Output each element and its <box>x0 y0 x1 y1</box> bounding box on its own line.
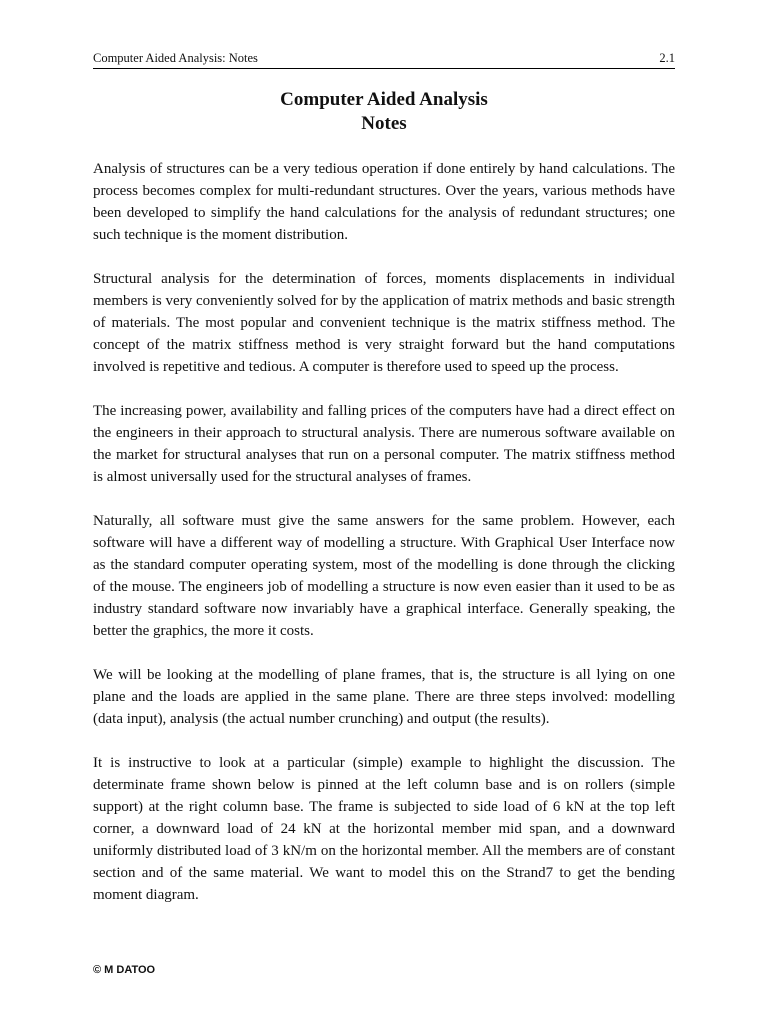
paragraph: It is instructive to look at a particular (simple) example to highlight the discussion. The determinate frame shown below is pinned at the left column base and is on rollers (simple support) at the right column base. The frame is subjected to side load of 6 kN at the top left corner, a downward load of 24 kN at the horizontal member mid span, and a downward uniformly distributed load of 3 kN/m on the horizontal member. All the members are of constant section and of the same material. We want to model this on the Strand7 to get the bending moment diagram. <box>93 755 675 903</box>
paragraph: Analysis of structures can be a very tedious operation if done entirely by hand calculations. The process becomes complex for multi-redundant structures. Over the years, various methods have been developed to simplify the hand calculations for the analysis of redundant structures; one such technique is the moment distribution. <box>93 161 675 243</box>
page-number: 2.1 <box>659 51 675 65</box>
paragraph: Structural analysis for the determination of forces, moments displacements in individual members is very conveniently solved for by the application of matrix methods and basic strength of materials. The most popular and convenient technique is the matrix stiffness method. The concept of the matrix stiffness method is very straight forward but the hand computations involved is repetitive and tedious. A computer is therefore used to speed up the process. <box>93 271 675 375</box>
paragraph: We will be looking at the modelling of plane frames, that is, the structure is all lying on one plane and the loads are applied in the same plane. There are three steps involved: modelling (data input), analysis (the actual number crunching) and output (the results). <box>93 667 675 727</box>
body-text <box>93 158 675 928</box>
document-title <box>0 88 768 136</box>
title-line-2: Notes <box>361 113 407 134</box>
paragraph: The increasing power, availability and falling prices of the computers have had a direct effect on the engineers in their approach to structural analysis. There are numerous software available on the market for structural analyses that run on a personal computer. The matrix stiffness method is almost universally used for the structural analyses of frames. <box>93 403 675 485</box>
footer-copyright: © M DATOO <box>93 964 156 976</box>
running-header <box>93 50 675 69</box>
title-line-1: Computer Aided Analysis <box>280 89 488 110</box>
header-title: Computer Aided Analysis: Notes <box>93 51 258 65</box>
paragraph: Naturally, all software must give the same answers for the same problem. However, each software will have a different way of modelling a structure. With Graphical User Interface now as the standard computer operating system, most of the modelling is done through the clicking of the mouse. The engineers job of modelling a structure is now even easier than it used to be as industry standard software now invariably have a graphical interface. Generally speaking, the better the graphics, the more it costs. <box>93 513 675 639</box>
